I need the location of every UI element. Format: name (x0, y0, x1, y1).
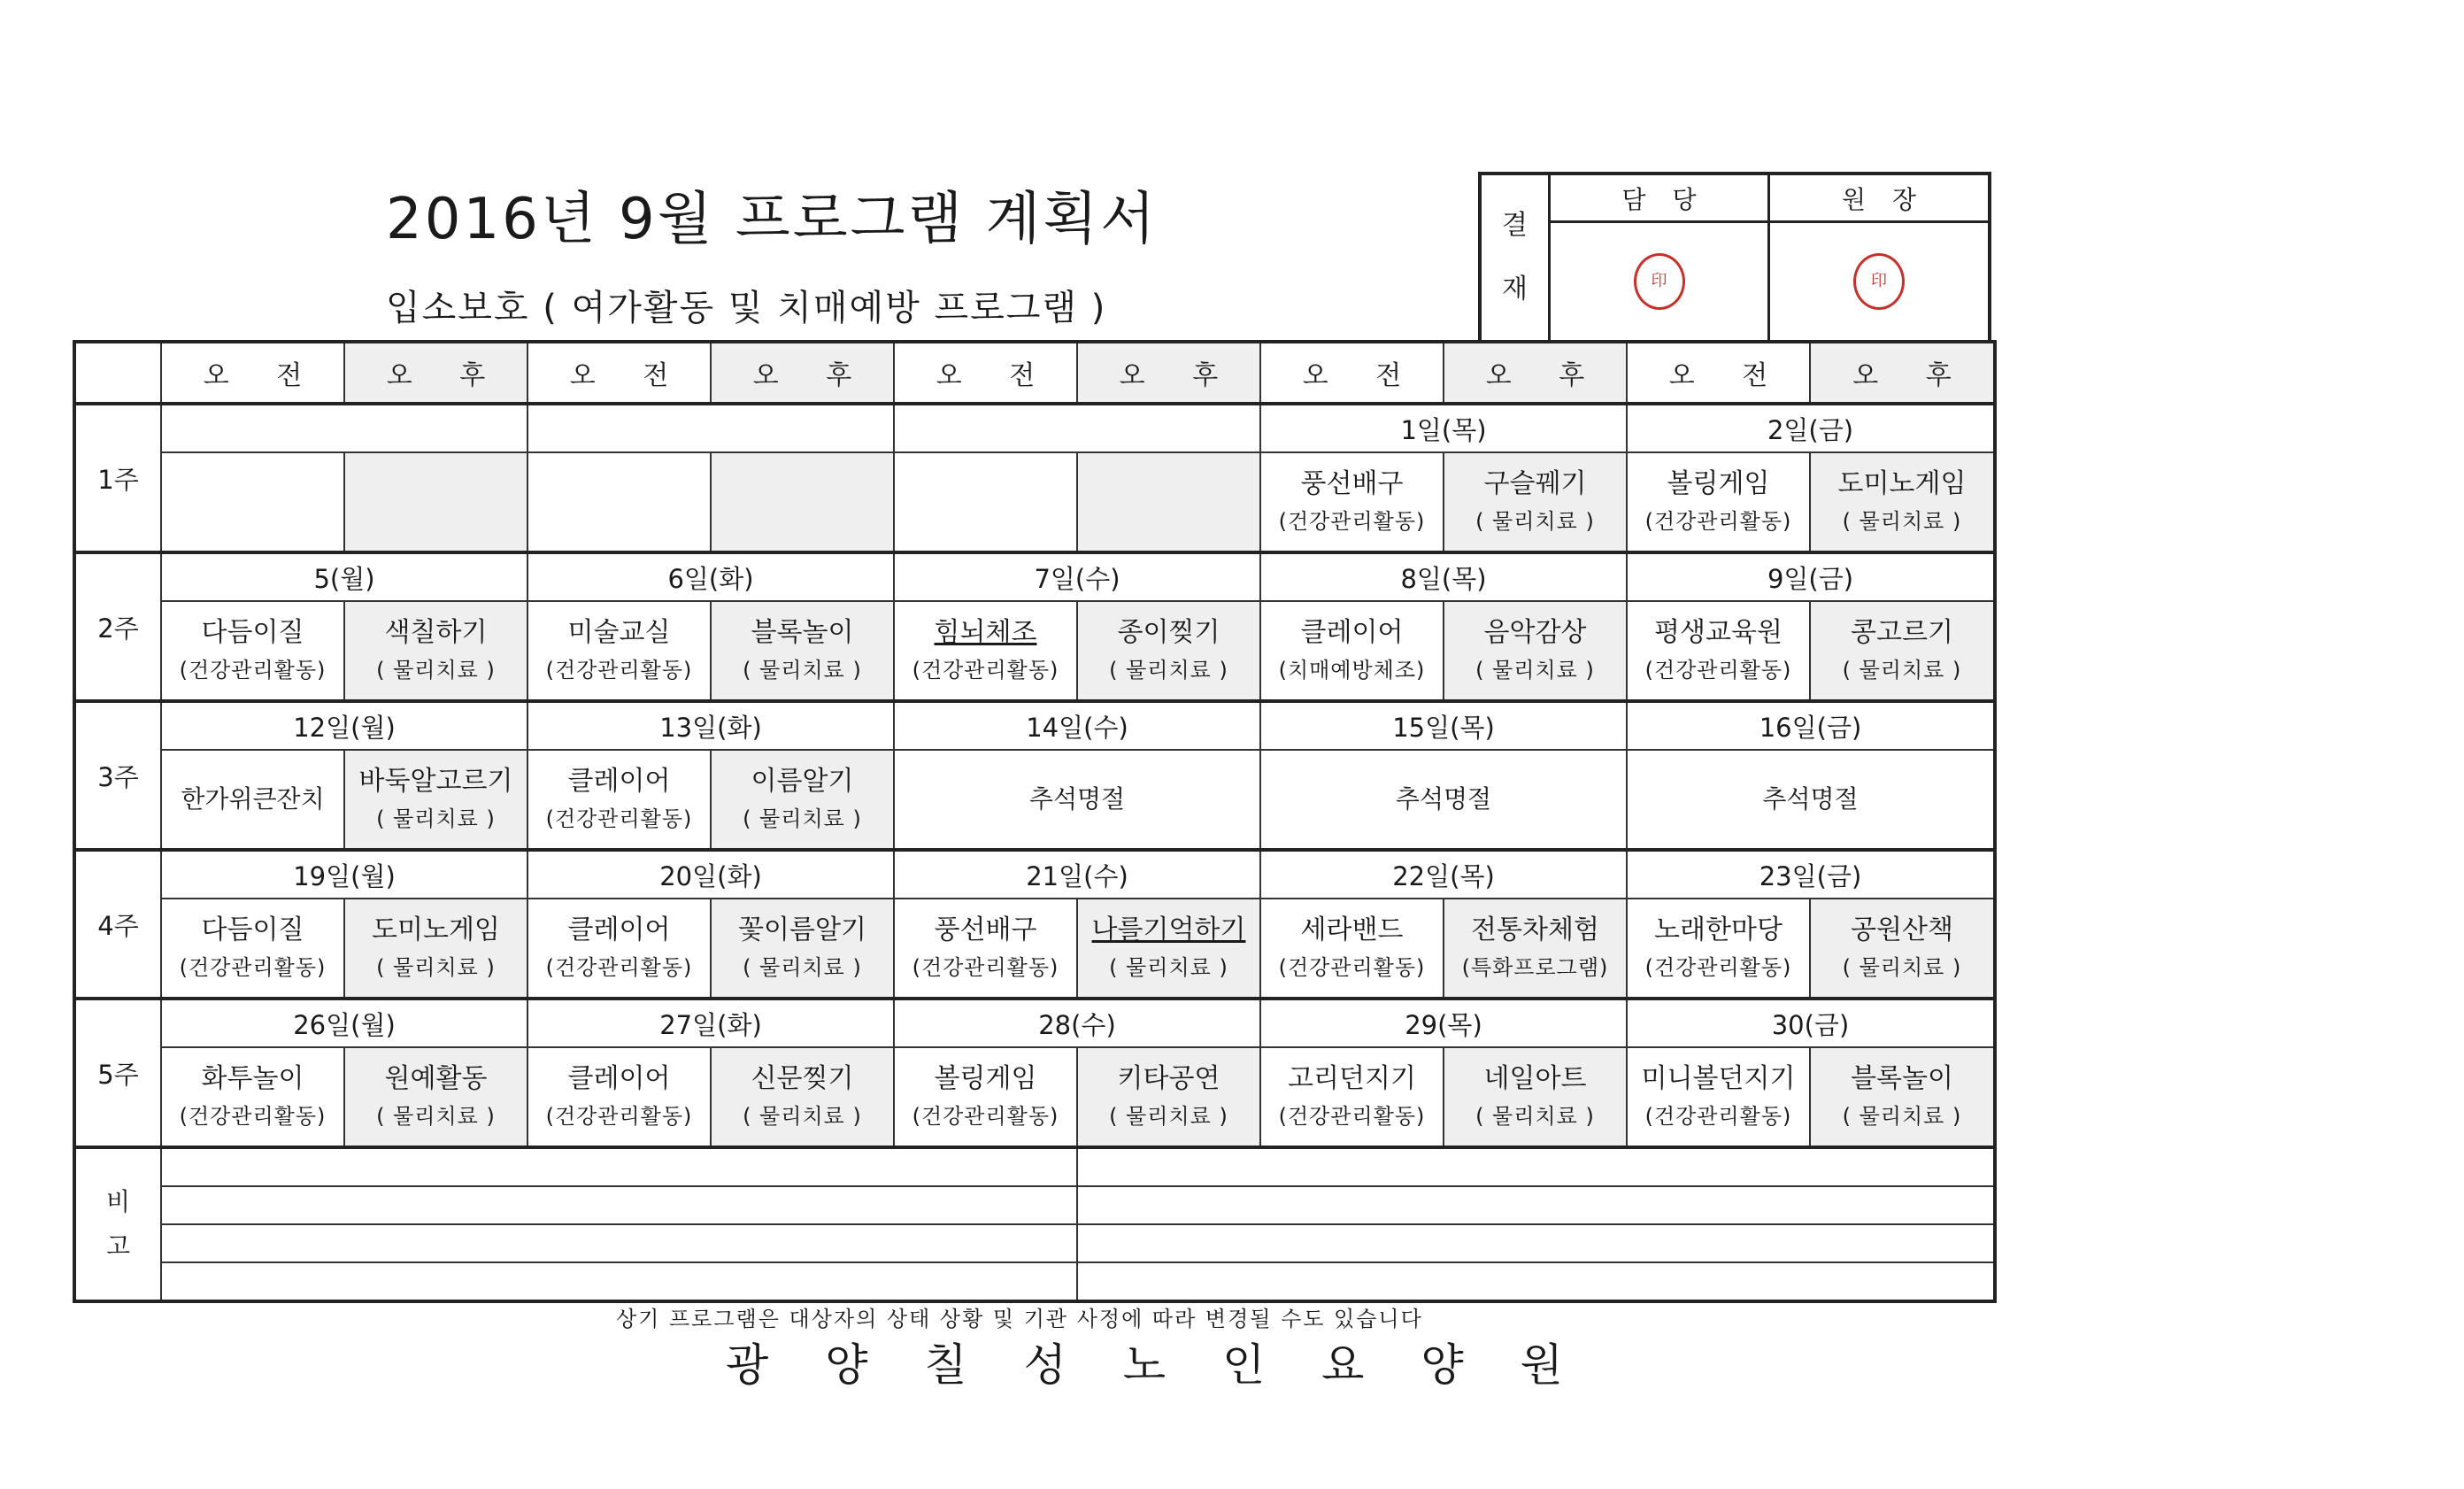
week-2-date-row (74, 552, 1995, 601)
remarks-label (74, 1147, 161, 1301)
activity-cell (1810, 601, 1995, 701)
activity-cell (1810, 1047, 1995, 1147)
activity-cell (894, 899, 1077, 999)
activity-category: (건강관리활동) (1278, 509, 1426, 534)
activity-name: 한가위큰잔치 (181, 784, 325, 814)
activity-cell (527, 601, 711, 701)
remarks-row (74, 1186, 1995, 1224)
week-1-date-row (74, 404, 1995, 452)
activity-category: ( 물리치료 ) (743, 806, 862, 831)
approval-label (1482, 175, 1551, 340)
activity-category: (건강관리활동) (912, 1104, 1059, 1129)
date-cell: 12일(월) (161, 701, 527, 750)
activity-name: 원예활동 (384, 1063, 488, 1094)
activity-category: (건강관리활동) (912, 658, 1059, 683)
activity-name: 바둑알고르기 (358, 766, 513, 797)
week-4-activity-row (74, 899, 1995, 999)
activity-name: 고리던지기 (1288, 1063, 1416, 1094)
activity-name: 종이찢기 (1117, 617, 1220, 648)
schedule-table (73, 340, 1997, 1303)
holiday-cell (1627, 750, 1995, 850)
activity-cell (527, 452, 711, 552)
date-cell: 22일(목) (1260, 850, 1627, 899)
activity-category: (건강관리활동) (545, 955, 693, 980)
date-cell (894, 404, 1260, 452)
activity-name: 신문찢기 (751, 1063, 854, 1094)
week-3-date-row (74, 701, 1995, 750)
document-title: 2016년 9월 프로그램 계획서 (386, 187, 1159, 252)
activity-category: ( 물리치료 ) (1842, 1104, 1962, 1129)
activity-category: (건강관리활동) (1644, 955, 1792, 980)
activity-cell (711, 899, 894, 999)
activity-cell (1077, 601, 1260, 701)
activity-name: 도미노게임 (372, 914, 500, 945)
activity-category: (건강관리활동) (1644, 658, 1792, 683)
activity-category: ( 물리치료 ) (1475, 509, 1595, 534)
document-subtitle: 입소보호 ( 여가활동 및 치매예방 프로그램 ) (386, 288, 1107, 328)
remarks-line[interactable] (161, 1186, 1077, 1224)
activity-name: 다듬이질 (201, 914, 304, 945)
activity-cell (1810, 452, 1995, 552)
date-cell: 15일(목) (1260, 701, 1627, 750)
activity-category: ( 물리치료 ) (1109, 955, 1228, 980)
activity-cell (527, 1047, 711, 1147)
remarks-line[interactable] (161, 1224, 1077, 1262)
activity-category: (건강관리활동) (179, 658, 327, 683)
activity-name: 구슬꿰기 (1483, 468, 1587, 499)
activity-name: 나를기억하기 (1091, 914, 1246, 945)
activity-category: (건강관리활동) (545, 658, 693, 683)
activity-name: 콩고르기 (1851, 617, 1953, 648)
activity-cell (344, 1047, 527, 1147)
activity-cell (1260, 601, 1444, 701)
activity-cell (161, 750, 344, 850)
activity-cell (344, 452, 527, 552)
activity-category: (건강관리활동) (912, 955, 1059, 980)
activity-cell (161, 452, 344, 552)
date-cell: 1일(목) (1260, 404, 1627, 452)
date-cell: 14일(수) (894, 701, 1260, 750)
remarks-row (74, 1262, 1995, 1301)
activity-cell (161, 1047, 344, 1147)
activity-name: 이름알기 (751, 766, 854, 797)
date-cell: 16일(금) (1627, 701, 1995, 750)
date-cell: 30(금) (1627, 999, 1995, 1047)
activity-cell (1077, 452, 1260, 552)
activity-cell (161, 601, 344, 701)
activity-cell (344, 601, 527, 701)
activity-name: 풍선배구 (934, 914, 1037, 945)
manager-seal-icon: 印 (1634, 253, 1685, 310)
activity-category: ( 물리치료 ) (1475, 1104, 1595, 1129)
activity-name: 도미노게임 (1837, 468, 1967, 499)
activity-name: 음악감상 (1483, 617, 1587, 648)
activity-cell (1260, 899, 1444, 999)
remarks-line[interactable] (1077, 1186, 1995, 1224)
footer-note: 상기 프로그램은 대상자의 상태 상황 및 기관 사정에 따라 변경될 수도 있습니다 (616, 1307, 1423, 1331)
period-header-row (74, 342, 1995, 404)
corner-cell (74, 342, 161, 404)
activity-name: 클레이어 (1300, 617, 1404, 648)
activity-name: 클레이어 (567, 766, 671, 797)
period-pm: 오 후 (344, 342, 527, 404)
activity-name: 공원산책 (1851, 914, 1953, 945)
approval-header-director: 원장 (1770, 175, 1988, 223)
date-cell: 9일(금) (1627, 552, 1995, 601)
period-am: 오 전 (894, 342, 1077, 404)
activity-name: 네일아트 (1483, 1063, 1587, 1094)
activity-category: (건강관리활동) (179, 955, 327, 980)
activity-cell (527, 750, 711, 850)
date-cell: 23일(금) (1627, 850, 1995, 899)
activity-cell (894, 1047, 1077, 1147)
approval-column-director (1770, 175, 1988, 340)
week-1-activity-row (74, 452, 1995, 552)
remarks-row (74, 1224, 1995, 1262)
activity-name: 블록놀이 (1851, 1063, 1953, 1094)
week-label: 1주 (74, 404, 161, 552)
activity-cell (1444, 899, 1627, 999)
date-cell: 2일(금) (1627, 404, 1995, 452)
activity-cell (1627, 899, 1810, 999)
activity-cell (894, 452, 1077, 552)
activity-category: (건강관리활동) (1644, 1104, 1792, 1129)
activity-cell (1077, 899, 1260, 999)
activity-name: 미술교실 (567, 617, 671, 648)
week-3-activity-row (74, 750, 1995, 850)
activity-cell (1260, 1047, 1444, 1147)
activity-category: ( 물리치료 ) (1109, 658, 1228, 683)
activity-category: ( 물리치료 ) (376, 955, 496, 980)
activity-category: ( 물리치료 ) (1109, 1104, 1228, 1129)
holiday-name: 추석명절 (1028, 784, 1126, 814)
activity-name: 꽃이름알기 (738, 914, 866, 945)
week-label: 4주 (74, 850, 161, 999)
activity-cell (1810, 899, 1995, 999)
date-cell: 26일(월) (161, 999, 527, 1047)
holiday-name: 추석명절 (1762, 784, 1859, 814)
activity-category: (건강관리활동) (179, 1104, 327, 1129)
date-cell: 27일(화) (527, 999, 894, 1047)
activity-category: (특화프로그램) (1461, 955, 1609, 980)
activity-cell (1627, 1047, 1810, 1147)
date-cell: 29(목) (1260, 999, 1627, 1047)
activity-category: ( 물리치료 ) (1842, 509, 1962, 534)
activity-cell (1260, 452, 1444, 552)
activity-category: (건강관리활동) (545, 1104, 693, 1129)
period-pm: 오 후 (711, 342, 894, 404)
week-label: 5주 (74, 999, 161, 1147)
remarks-line[interactable] (1077, 1224, 1995, 1262)
approval-label-char: 재 (1502, 274, 1528, 305)
activity-name: 클레이어 (567, 914, 671, 945)
activity-category: ( 물리치료 ) (743, 658, 862, 683)
remarks-line[interactable] (1077, 1147, 1995, 1186)
activity-cell (1627, 601, 1810, 701)
activity-cell (894, 601, 1077, 701)
organization-name: 광 양 칠 성 노 인 요 양 원 (726, 1339, 1584, 1391)
date-cell: 13일(화) (527, 701, 894, 750)
activity-name: 화투놀이 (201, 1063, 304, 1094)
holiday-cell (1260, 750, 1627, 850)
activity-name: 색칠하기 (384, 617, 488, 648)
activity-category: ( 물리치료 ) (1475, 658, 1595, 683)
activity-category: ( 물리치료 ) (743, 1104, 862, 1129)
date-cell (161, 404, 527, 452)
activity-category: (건강관리활동) (1644, 509, 1792, 534)
date-cell: 5(월) (161, 552, 527, 601)
activity-name: 풍선배구 (1300, 468, 1404, 499)
week-label: 3주 (74, 701, 161, 850)
activity-cell (344, 750, 527, 850)
activity-cell (161, 899, 344, 999)
activity-name: 블록놀이 (751, 617, 854, 648)
week-4-date-row (74, 850, 1995, 899)
remarks-label-char: 비 (105, 1187, 131, 1216)
period-am: 오 전 (1627, 342, 1810, 404)
activity-name: 미니볼던지기 (1641, 1063, 1796, 1094)
activity-name: 볼링게임 (934, 1063, 1037, 1094)
remarks-row (74, 1147, 1995, 1186)
approval-box (1478, 172, 1991, 343)
remarks-label-char: 고 (105, 1231, 131, 1261)
activity-category: (건강관리활동) (1278, 955, 1426, 980)
date-cell: 19일(월) (161, 850, 527, 899)
date-cell: 7일(수) (894, 552, 1260, 601)
holiday-cell (894, 750, 1260, 850)
date-cell: 20일(화) (527, 850, 894, 899)
activity-cell (1077, 1047, 1260, 1147)
activity-cell (344, 899, 527, 999)
approval-column-manager (1551, 175, 1770, 340)
activity-cell (527, 899, 711, 999)
activity-name: 다듬이질 (201, 617, 304, 648)
activity-cell (1444, 1047, 1627, 1147)
activity-name: 전통차체험 (1471, 914, 1599, 945)
approval-label-char: 결 (1502, 210, 1528, 241)
week-5-activity-row (74, 1047, 1995, 1147)
week-label: 2주 (74, 552, 161, 701)
activity-cell (711, 452, 894, 552)
period-pm: 오 후 (1810, 342, 1995, 404)
activity-category: ( 물리치료 ) (376, 658, 496, 683)
activity-name: 키타공연 (1117, 1063, 1220, 1094)
activity-name: 힘뇌체조 (934, 617, 1037, 648)
date-cell: 28(수) (894, 999, 1260, 1047)
activity-category: ( 물리치료 ) (376, 806, 496, 831)
week-2-activity-row (74, 601, 1995, 701)
approval-header-manager: 담당 (1551, 175, 1767, 223)
date-cell: 21일(수) (894, 850, 1260, 899)
activity-cell (1627, 452, 1810, 552)
activity-category: ( 물리치료 ) (376, 1104, 496, 1129)
date-cell: 8일(목) (1260, 552, 1627, 601)
remarks-line[interactable] (161, 1147, 1077, 1186)
period-am: 오 전 (1260, 342, 1444, 404)
activity-name: 클레이어 (567, 1063, 671, 1094)
activity-category: (건강관리활동) (1278, 1104, 1426, 1129)
period-pm: 오 후 (1444, 342, 1627, 404)
period-pm: 오 후 (1077, 342, 1260, 404)
activity-category: ( 물리치료 ) (1842, 955, 1962, 980)
activity-category: (치매예방체조) (1278, 658, 1426, 683)
date-cell: 6일(화) (527, 552, 894, 601)
date-cell (527, 404, 894, 452)
director-seal-icon: 印 (1853, 253, 1905, 310)
period-am: 오 전 (161, 342, 344, 404)
activity-category: ( 물리치료 ) (743, 955, 862, 980)
activity-cell (711, 601, 894, 701)
activity-cell (711, 1047, 894, 1147)
activity-name: 노래한마당 (1654, 914, 1783, 945)
remarks-line[interactable] (1077, 1262, 1995, 1301)
activity-cell (711, 750, 894, 850)
remarks-line[interactable] (161, 1262, 1077, 1301)
week-5-date-row (74, 999, 1995, 1047)
activity-name: 볼링게임 (1667, 468, 1770, 499)
activity-name: 평생교육원 (1654, 617, 1783, 648)
activity-cell (1444, 601, 1627, 701)
period-am: 오 전 (527, 342, 711, 404)
activity-name: 세라밴드 (1300, 914, 1404, 945)
activity-category: ( 물리치료 ) (1842, 658, 1962, 683)
holiday-name: 추석명절 (1395, 784, 1492, 814)
activity-cell (1444, 452, 1627, 552)
activity-category: (건강관리활동) (545, 806, 693, 831)
